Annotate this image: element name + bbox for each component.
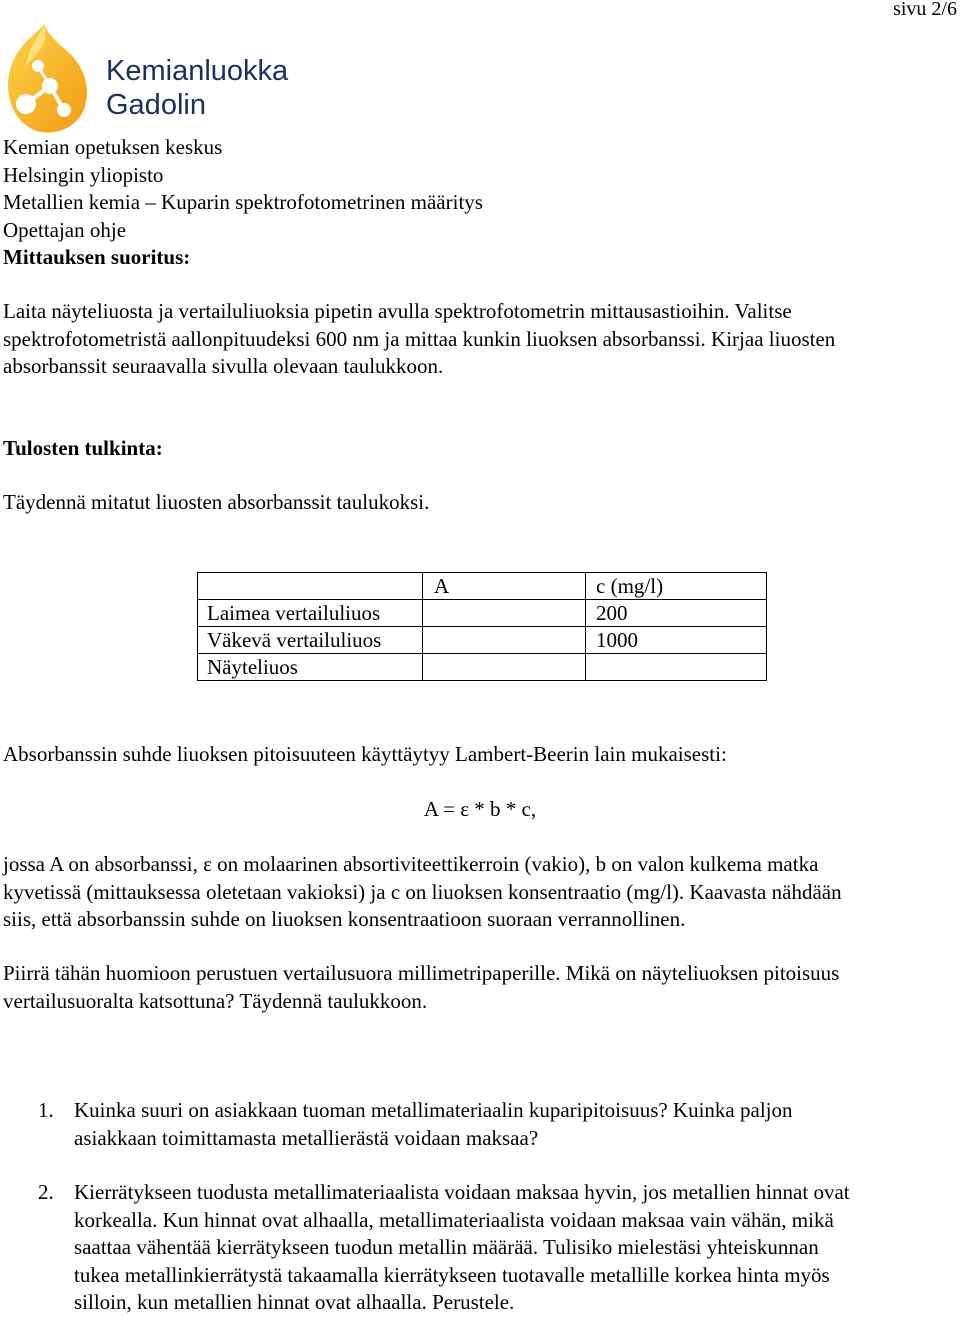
table-cell-absorbance: [423, 627, 586, 654]
question-line: Kuinka suuri on asiakkaan tuoman metallimateriaalin kuparipitoisuus? Kuinka paljon: [74, 1098, 793, 1122]
measurement-paragraph: [3, 298, 958, 381]
question-line: saattaa vähentää kierrätykseen tuodun metallin määrää. Tulisiko mielestäsi yhteiskunnan: [74, 1235, 819, 1259]
question-text: [74, 1097, 956, 1152]
explanation-line-3: siis, että absorbanssin suhde on liuoksen konsentraatioon suoraan verrannollinen.: [3, 907, 686, 931]
question-line: tukea metallinkierrätystä takaamalla kierrätykseen tuotavalle metallille korkea hinta myös: [74, 1262, 830, 1287]
logo-title-line2: Gadolin: [106, 89, 206, 121]
table-header-row: [198, 573, 767, 600]
table-cell-label: Laimea vertailuliuos: [198, 600, 423, 627]
header-university: Helsingin yliopisto: [3, 162, 164, 187]
lambert-beer-formula: A = ε * b * c,: [423, 797, 537, 821]
table-cell-concentration: 1000: [586, 627, 767, 654]
table-row: [198, 654, 767, 681]
interpretation-intro: Täydennä mitatut liuosten absorbanssit taulukoksi.: [3, 490, 430, 514]
table-header-cell: A: [423, 573, 586, 600]
question-line: Kierrätykseen tuodusta metallimateriaalista voidaan maksaa hyvin, jos metallien hinnat ovat: [74, 1180, 850, 1204]
table-cell-absorbance: [423, 600, 586, 627]
question-number: 1.: [38, 1098, 54, 1122]
table-cell-label: Väkevä vertailuliuos: [198, 627, 423, 654]
logo-title-line1: Kemianluokka: [106, 55, 289, 87]
plot-instruction-line-1: Piirrä tähän huomioon perustuen vertailusuora millimetripaperille. Mikä on näyteliuoksen pitoisuus: [3, 961, 840, 985]
plot-instruction-line-2: vertailusuoralta katsottuna? Täydennä taulukkoon.: [3, 988, 428, 1013]
header-topic: Metallien kemia – Kuparin spektrofotometrinen määritys: [3, 190, 483, 214]
question-line: korkealla. Kun hinnat ovat alhaalla, metallimateriaalista voidaan maksaa vain vähän, mikä: [74, 1207, 834, 1232]
plot-instruction: [3, 960, 958, 1015]
explanation-line-1: jossa A on absorbanssi, ε on molaarinen absortiviteettikerroin (vakio), b on valon kulkema matka: [3, 852, 819, 876]
table-cell-concentration: [586, 654, 767, 681]
table-header-cell: [198, 573, 423, 600]
table-cell-concentration: 200: [586, 600, 767, 627]
header-guide-type: Opettajan ohje: [3, 217, 127, 242]
kemianluokka-gadolin-logo: [4, 22, 289, 134]
measurement-line-1: Laita näyteliuosta ja vertailuliuoksia pipetin avulla spektrofotometrin mittausastioihin. Valitse: [3, 299, 792, 323]
table-cell-absorbance: [423, 654, 586, 681]
explanation-line-2: kyvetissä (mittauksessa oletetaan vakioksi) ja c on liuoksen konsentraatio (mg/l). Kaavasta nähdään: [3, 879, 842, 904]
table-row: [198, 600, 767, 627]
flame-logo-icon: [4, 22, 289, 134]
table-header-cell: c (mg/l): [586, 573, 767, 600]
measurement-line-3: absorbanssit seuraavalla sivulla olevaan taulukkoon.: [3, 354, 444, 378]
question-text: [74, 1179, 956, 1317]
section-heading-interpretation: Tulosten tulkinta:: [3, 436, 163, 460]
question-number: 2.: [38, 1180, 54, 1204]
measurement-line-2: spektrofotometristä aallonpituudeksi 600 nm ja mittaa kunkin liuoksen absorbanssi. Kirjaa liuosten: [3, 326, 836, 351]
table-row: [198, 627, 767, 654]
header-institution: Kemian opetuksen keskus: [3, 135, 223, 159]
lambert-beer-intro: Absorbanssin suhde liuoksen pitoisuuteen käyttäytyy Lambert-Beerin lain mukaisesti:: [3, 742, 727, 766]
absorbance-table: [197, 572, 767, 681]
lambert-beer-explanation: [3, 851, 958, 934]
question-line: silloin, kun metallien hinnat ovat alhaalla. Perustele.: [74, 1290, 515, 1314]
section-heading-measurement: Mittauksen suoritus:: [3, 245, 191, 269]
document-header: [3, 134, 943, 272]
page-number: sivu 2/6: [893, 0, 957, 20]
question-line: asiakkaan toimittamasta metallierästä voidaan maksaa?: [74, 1125, 539, 1150]
table-cell-label: Näyteliuos: [198, 654, 423, 681]
